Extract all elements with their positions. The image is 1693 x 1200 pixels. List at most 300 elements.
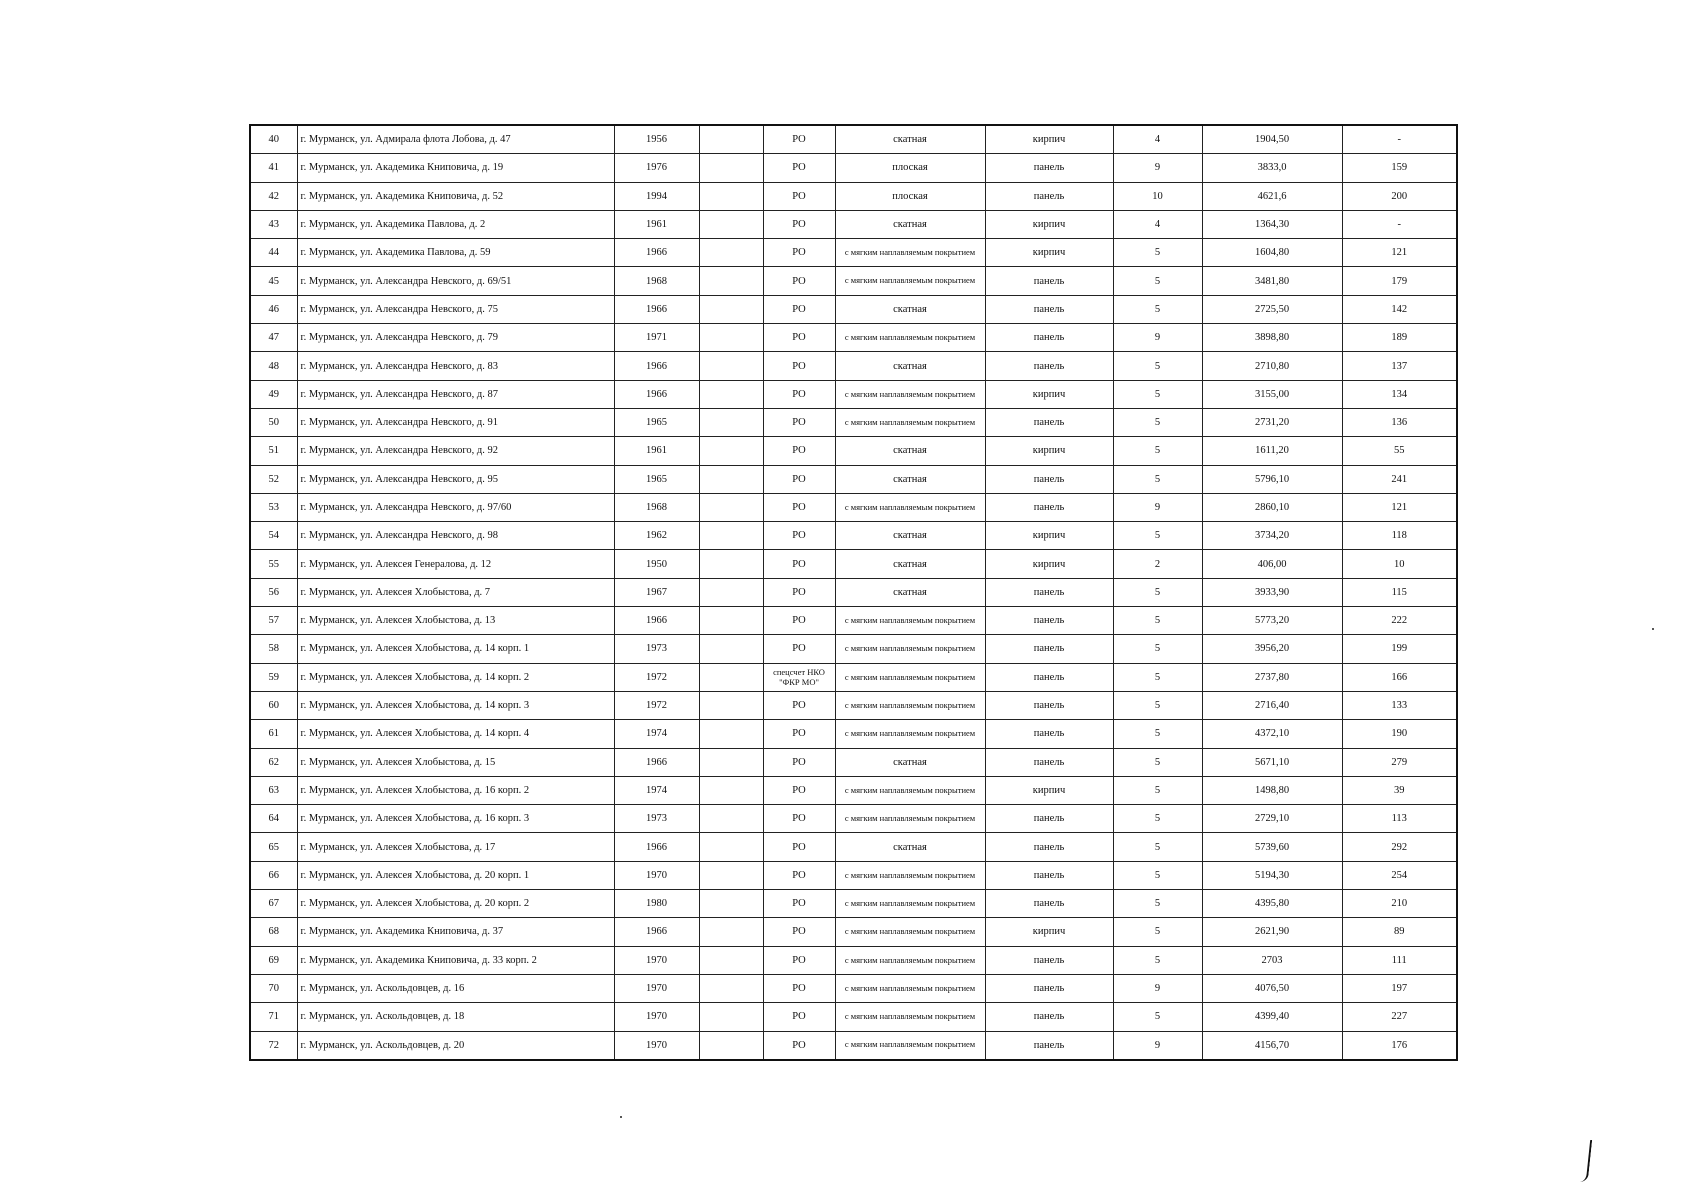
cell-fund-method: РО [763, 493, 835, 521]
cell-roof-type: с мягким наплавляемым покрытием [835, 1003, 985, 1031]
cell-residents: 222 [1342, 607, 1457, 635]
cell-floors: 5 [1113, 437, 1202, 465]
cell-area: 4399,40 [1202, 1003, 1342, 1031]
signature-mark [1578, 1140, 1592, 1182]
cell-address: г. Мурманск, ул. Александра Невского, д. 91 [297, 408, 614, 436]
cell-year-built: 1968 [614, 267, 699, 295]
cell-floors: 5 [1113, 691, 1202, 719]
cell-row-number: 61 [250, 720, 297, 748]
cell-residents: 115 [1342, 578, 1457, 606]
cell-empty [699, 437, 763, 465]
cell-floors: 5 [1113, 918, 1202, 946]
cell-year-built: 1966 [614, 380, 699, 408]
cell-wall-material: кирпич [985, 210, 1113, 238]
table-row [250, 1003, 1457, 1031]
cell-fund-method: РО [763, 833, 835, 861]
cell-wall-material: панель [985, 408, 1113, 436]
cell-empty [699, 1003, 763, 1031]
cell-address: г. Мурманск, ул. Академика Павлова, д. 2 [297, 210, 614, 238]
cell-year-built: 1970 [614, 946, 699, 974]
cell-residents: 136 [1342, 408, 1457, 436]
cell-year-built: 1994 [614, 182, 699, 210]
cell-roof-type: с мягким наплавляемым покрытием [835, 267, 985, 295]
table-row [250, 578, 1457, 606]
cell-year-built: 1968 [614, 493, 699, 521]
cell-row-number: 60 [250, 691, 297, 719]
cell-area: 2860,10 [1202, 493, 1342, 521]
cell-roof-type: плоская [835, 182, 985, 210]
cell-empty [699, 805, 763, 833]
cell-wall-material: панель [985, 1031, 1113, 1060]
cell-residents: 189 [1342, 324, 1457, 352]
cell-year-built: 1971 [614, 324, 699, 352]
cell-floors: 5 [1113, 776, 1202, 804]
cell-fund-method: РО [763, 607, 835, 635]
cell-roof-type: с мягким наплавляемым покрытием [835, 635, 985, 663]
cell-address: г. Мурманск, ул. Академика Книповича, д. 52 [297, 182, 614, 210]
cell-area: 406,00 [1202, 550, 1342, 578]
cell-row-number: 58 [250, 635, 297, 663]
table-row [250, 663, 1457, 691]
cell-area: 2621,90 [1202, 918, 1342, 946]
cell-year-built: 1966 [614, 918, 699, 946]
cell-fund-method: РО [763, 748, 835, 776]
cell-area: 4156,70 [1202, 1031, 1342, 1060]
cell-year-built: 1974 [614, 776, 699, 804]
cell-row-number: 56 [250, 578, 297, 606]
table-row [250, 380, 1457, 408]
cell-residents: 134 [1342, 380, 1457, 408]
scan-speck [620, 1116, 622, 1118]
cell-area: 2703 [1202, 946, 1342, 974]
cell-year-built: 1965 [614, 465, 699, 493]
cell-roof-type: скатная [835, 833, 985, 861]
cell-residents: 254 [1342, 861, 1457, 889]
scan-speck [1652, 628, 1654, 630]
cell-residents: 241 [1342, 465, 1457, 493]
cell-year-built: 1966 [614, 748, 699, 776]
cell-address: г. Мурманск, ул. Алексея Хлобыстова, д. 16 корп. 3 [297, 805, 614, 833]
cell-area: 3734,20 [1202, 522, 1342, 550]
cell-wall-material: панель [985, 154, 1113, 182]
cell-roof-type: с мягким наплавляемым покрытием [835, 493, 985, 521]
cell-fund-method: РО [763, 550, 835, 578]
cell-address: г. Мурманск, ул. Адмирала флота Лобова, д. 47 [297, 125, 614, 154]
table-row [250, 720, 1457, 748]
cell-row-number: 48 [250, 352, 297, 380]
cell-area: 1611,20 [1202, 437, 1342, 465]
cell-empty [699, 267, 763, 295]
cell-year-built: 1980 [614, 890, 699, 918]
cell-residents: - [1342, 125, 1457, 154]
cell-year-built: 1962 [614, 522, 699, 550]
cell-address: г. Мурманск, ул. Александра Невского, д. 79 [297, 324, 614, 352]
cell-row-number: 67 [250, 890, 297, 918]
cell-roof-type: с мягким наплавляемым покрытием [835, 380, 985, 408]
cell-residents: 142 [1342, 295, 1457, 323]
cell-fund-method: РО [763, 154, 835, 182]
cell-address: г. Мурманск, ул. Аскольдовцев, д. 18 [297, 1003, 614, 1031]
cell-empty [699, 635, 763, 663]
cell-row-number: 69 [250, 946, 297, 974]
table-row [250, 946, 1457, 974]
cell-area: 5194,30 [1202, 861, 1342, 889]
cell-row-number: 68 [250, 918, 297, 946]
cell-row-number: 55 [250, 550, 297, 578]
cell-roof-type: скатная [835, 578, 985, 606]
cell-address: г. Мурманск, ул. Аскольдовцев, д. 16 [297, 974, 614, 1002]
cell-fund-method: РО [763, 352, 835, 380]
cell-empty [699, 408, 763, 436]
cell-wall-material: панель [985, 890, 1113, 918]
cell-year-built: 1970 [614, 1003, 699, 1031]
cell-empty [699, 324, 763, 352]
cell-wall-material: панель [985, 267, 1113, 295]
cell-year-built: 1966 [614, 295, 699, 323]
table-row [250, 465, 1457, 493]
cell-address: г. Мурманск, ул. Алексея Хлобыстова, д. 14 корп. 2 [297, 663, 614, 691]
cell-empty [699, 465, 763, 493]
cell-residents: 121 [1342, 239, 1457, 267]
cell-row-number: 44 [250, 239, 297, 267]
cell-area: 3155,00 [1202, 380, 1342, 408]
cell-wall-material: панель [985, 691, 1113, 719]
cell-row-number: 50 [250, 408, 297, 436]
cell-area: 1498,80 [1202, 776, 1342, 804]
cell-year-built: 1966 [614, 607, 699, 635]
cell-roof-type: с мягким наплавляемым покрытием [835, 776, 985, 804]
cell-floors: 5 [1113, 720, 1202, 748]
table-row [250, 776, 1457, 804]
cell-floors: 5 [1113, 267, 1202, 295]
cell-floors: 5 [1113, 635, 1202, 663]
cell-floors: 2 [1113, 550, 1202, 578]
cell-row-number: 51 [250, 437, 297, 465]
table-row [250, 550, 1457, 578]
housing-table [249, 124, 1458, 1061]
cell-empty [699, 720, 763, 748]
cell-area: 1364,30 [1202, 210, 1342, 238]
cell-empty [699, 154, 763, 182]
cell-residents: 89 [1342, 918, 1457, 946]
table-row [250, 239, 1457, 267]
cell-roof-type: скатная [835, 437, 985, 465]
cell-address: г. Мурманск, ул. Александра Невского, д. 92 [297, 437, 614, 465]
cell-residents: - [1342, 210, 1457, 238]
cell-row-number: 65 [250, 833, 297, 861]
cell-roof-type: скатная [835, 465, 985, 493]
cell-empty [699, 691, 763, 719]
table-row [250, 861, 1457, 889]
cell-year-built: 1972 [614, 663, 699, 691]
cell-fund-method: РО [763, 1031, 835, 1060]
cell-row-number: 46 [250, 295, 297, 323]
cell-empty [699, 833, 763, 861]
cell-roof-type: скатная [835, 550, 985, 578]
cell-area: 3898,80 [1202, 324, 1342, 352]
cell-empty [699, 380, 763, 408]
cell-residents: 121 [1342, 493, 1457, 521]
cell-floors: 9 [1113, 324, 1202, 352]
cell-area: 5671,10 [1202, 748, 1342, 776]
cell-address: г. Мурманск, ул. Александра Невского, д. 83 [297, 352, 614, 380]
cell-address: г. Мурманск, ул. Алексея Хлобыстова, д. 14 корп. 1 [297, 635, 614, 663]
cell-address: г. Мурманск, ул. Алексея Хлобыстова, д. 15 [297, 748, 614, 776]
cell-area: 2731,20 [1202, 408, 1342, 436]
cell-empty [699, 182, 763, 210]
cell-floors: 5 [1113, 663, 1202, 691]
cell-fund-method: РО [763, 437, 835, 465]
cell-row-number: 49 [250, 380, 297, 408]
cell-wall-material: панель [985, 578, 1113, 606]
cell-address: г. Мурманск, ул. Алексея Хлобыстова, д. 14 корп. 4 [297, 720, 614, 748]
cell-empty [699, 578, 763, 606]
cell-row-number: 63 [250, 776, 297, 804]
cell-floors: 5 [1113, 833, 1202, 861]
cell-empty [699, 239, 763, 267]
cell-empty [699, 295, 763, 323]
cell-year-built: 1956 [614, 125, 699, 154]
cell-residents: 176 [1342, 1031, 1457, 1060]
cell-wall-material: кирпич [985, 380, 1113, 408]
cell-address: г. Мурманск, ул. Академика Павлова, д. 59 [297, 239, 614, 267]
cell-area: 2725,50 [1202, 295, 1342, 323]
cell-floors: 5 [1113, 239, 1202, 267]
cell-fund-method: РО [763, 324, 835, 352]
cell-roof-type: скатная [835, 522, 985, 550]
cell-wall-material: панель [985, 861, 1113, 889]
cell-row-number: 64 [250, 805, 297, 833]
cell-row-number: 57 [250, 607, 297, 635]
table-row [250, 833, 1457, 861]
cell-year-built: 1970 [614, 861, 699, 889]
cell-year-built: 1974 [614, 720, 699, 748]
cell-wall-material: панель [985, 635, 1113, 663]
cell-year-built: 1972 [614, 691, 699, 719]
cell-residents: 10 [1342, 550, 1457, 578]
cell-roof-type: скатная [835, 210, 985, 238]
cell-year-built: 1966 [614, 352, 699, 380]
cell-empty [699, 918, 763, 946]
cell-fund-method: РО [763, 578, 835, 606]
table-row [250, 918, 1457, 946]
cell-residents: 159 [1342, 154, 1457, 182]
table-row [250, 408, 1457, 436]
cell-wall-material: панель [985, 493, 1113, 521]
cell-roof-type: плоская [835, 154, 985, 182]
cell-row-number: 72 [250, 1031, 297, 1060]
cell-year-built: 1973 [614, 635, 699, 663]
cell-wall-material: панель [985, 607, 1113, 635]
cell-row-number: 47 [250, 324, 297, 352]
cell-year-built: 1961 [614, 210, 699, 238]
cell-wall-material: кирпич [985, 522, 1113, 550]
table-row [250, 691, 1457, 719]
table-row [250, 635, 1457, 663]
cell-fund-method: РО [763, 522, 835, 550]
cell-wall-material: панель [985, 295, 1113, 323]
cell-address: г. Мурманск, ул. Алексея Хлобыстова, д. 14 корп. 3 [297, 691, 614, 719]
cell-area: 2737,80 [1202, 663, 1342, 691]
cell-address: г. Мурманск, ул. Алексея Генералова, д. 12 [297, 550, 614, 578]
table-row [250, 352, 1457, 380]
cell-floors: 4 [1113, 125, 1202, 154]
cell-address: г. Мурманск, ул. Алексея Хлобыстова, д. 16 корп. 2 [297, 776, 614, 804]
cell-area: 4372,10 [1202, 720, 1342, 748]
table-row [250, 295, 1457, 323]
cell-roof-type: скатная [835, 748, 985, 776]
cell-wall-material: кирпич [985, 239, 1113, 267]
cell-roof-type: с мягким наплавляемым покрытием [835, 946, 985, 974]
cell-roof-type: с мягким наплавляемым покрытием [835, 324, 985, 352]
cell-residents: 279 [1342, 748, 1457, 776]
cell-address: г. Мурманск, ул. Александра Невского, д. 87 [297, 380, 614, 408]
cell-year-built: 1970 [614, 974, 699, 1002]
cell-empty [699, 607, 763, 635]
cell-address: г. Мурманск, ул. Академика Книповича, д. 19 [297, 154, 614, 182]
cell-floors: 5 [1113, 465, 1202, 493]
cell-wall-material: панель [985, 352, 1113, 380]
cell-year-built: 1966 [614, 833, 699, 861]
cell-fund-method: РО [763, 720, 835, 748]
cell-area: 3481,80 [1202, 267, 1342, 295]
cell-address: г. Мурманск, ул. Александра Невского, д. 98 [297, 522, 614, 550]
cell-fund-method: РО [763, 380, 835, 408]
cell-empty [699, 352, 763, 380]
cell-wall-material: панель [985, 465, 1113, 493]
cell-row-number: 42 [250, 182, 297, 210]
cell-floors: 5 [1113, 805, 1202, 833]
cell-fund-method: РО [763, 635, 835, 663]
cell-floors: 5 [1113, 408, 1202, 436]
cell-year-built: 1950 [614, 550, 699, 578]
cell-fund-method: РО [763, 465, 835, 493]
cell-fund-method: РО [763, 776, 835, 804]
cell-area: 5739,60 [1202, 833, 1342, 861]
cell-residents: 133 [1342, 691, 1457, 719]
table-row [250, 182, 1457, 210]
cell-roof-type: скатная [835, 125, 985, 154]
cell-area: 3833,0 [1202, 154, 1342, 182]
cell-year-built: 1973 [614, 805, 699, 833]
cell-wall-material: панель [985, 182, 1113, 210]
cell-area: 5773,20 [1202, 607, 1342, 635]
cell-roof-type: с мягким наплавляемым покрытием [835, 890, 985, 918]
cell-area: 2716,40 [1202, 691, 1342, 719]
cell-floors: 5 [1113, 1003, 1202, 1031]
cell-fund-method: РО [763, 267, 835, 295]
cell-roof-type: с мягким наплавляемым покрытием [835, 239, 985, 267]
cell-roof-type: с мягким наплавляемым покрытием [835, 408, 985, 436]
cell-floors: 5 [1113, 295, 1202, 323]
cell-floors: 5 [1113, 607, 1202, 635]
cell-year-built: 1965 [614, 408, 699, 436]
cell-fund-method: РО [763, 946, 835, 974]
table-row [250, 805, 1457, 833]
cell-row-number: 41 [250, 154, 297, 182]
cell-residents: 111 [1342, 946, 1457, 974]
cell-floors: 9 [1113, 974, 1202, 1002]
cell-address: г. Мурманск, ул. Алексея Хлобыстова, д. 7 [297, 578, 614, 606]
table-row [250, 267, 1457, 295]
cell-floors: 10 [1113, 182, 1202, 210]
cell-address: г. Мурманск, ул. Алексея Хлобыстова, д. 20 корп. 1 [297, 861, 614, 889]
cell-floors: 4 [1113, 210, 1202, 238]
cell-empty [699, 522, 763, 550]
cell-empty [699, 776, 763, 804]
cell-fund-method: РО [763, 125, 835, 154]
cell-row-number: 54 [250, 522, 297, 550]
cell-wall-material: панель [985, 663, 1113, 691]
cell-roof-type: с мягким наплавляемым покрытием [835, 1031, 985, 1060]
cell-fund-method: РО [763, 918, 835, 946]
cell-roof-type: с мягким наплавляемым покрытием [835, 861, 985, 889]
cell-wall-material: панель [985, 1003, 1113, 1031]
cell-wall-material: кирпич [985, 125, 1113, 154]
cell-roof-type: скатная [835, 352, 985, 380]
cell-roof-type: с мягким наплавляемым покрытием [835, 805, 985, 833]
cell-floors: 5 [1113, 352, 1202, 380]
cell-fund-method: РО [763, 182, 835, 210]
cell-residents: 197 [1342, 974, 1457, 1002]
cell-floors: 5 [1113, 890, 1202, 918]
cell-address: г. Мурманск, ул. Академика Книповича, д. 33 корп. 2 [297, 946, 614, 974]
cell-empty [699, 890, 763, 918]
cell-fund-method: РО [763, 239, 835, 267]
table-row [250, 522, 1457, 550]
cell-wall-material: панель [985, 805, 1113, 833]
cell-address: г. Мурманск, ул. Алексея Хлобыстова, д. 13 [297, 607, 614, 635]
cell-fund-method: РО [763, 861, 835, 889]
cell-residents: 39 [1342, 776, 1457, 804]
cell-wall-material: панель [985, 833, 1113, 861]
cell-floors: 5 [1113, 380, 1202, 408]
cell-wall-material: кирпич [985, 918, 1113, 946]
cell-roof-type: с мягким наплавляемым покрытием [835, 663, 985, 691]
cell-roof-type: с мягким наплавляемым покрытием [835, 607, 985, 635]
cell-residents: 55 [1342, 437, 1457, 465]
cell-area: 5796,10 [1202, 465, 1342, 493]
cell-wall-material: панель [985, 946, 1113, 974]
cell-address: г. Мурманск, ул. Алексея Хлобыстова, д. 20 корп. 2 [297, 890, 614, 918]
cell-wall-material: панель [985, 748, 1113, 776]
cell-residents: 292 [1342, 833, 1457, 861]
cell-floors: 5 [1113, 522, 1202, 550]
cell-address: г. Мурманск, ул. Алексея Хлобыстова, д. 17 [297, 833, 614, 861]
cell-address: г. Мурманск, ул. Александра Невского, д. 95 [297, 465, 614, 493]
cell-row-number: 71 [250, 1003, 297, 1031]
cell-area: 1604,80 [1202, 239, 1342, 267]
cell-row-number: 45 [250, 267, 297, 295]
cell-empty [699, 493, 763, 521]
cell-address: г. Мурманск, ул. Александра Невского, д. 97/60 [297, 493, 614, 521]
cell-empty [699, 550, 763, 578]
cell-fund-method: РО [763, 691, 835, 719]
cell-area: 2729,10 [1202, 805, 1342, 833]
cell-residents: 166 [1342, 663, 1457, 691]
cell-area: 3956,20 [1202, 635, 1342, 663]
cell-residents: 199 [1342, 635, 1457, 663]
cell-residents: 210 [1342, 890, 1457, 918]
cell-roof-type: с мягким наплавляемым покрытием [835, 691, 985, 719]
cell-roof-type: с мягким наплавляемым покрытием [835, 974, 985, 1002]
cell-residents: 227 [1342, 1003, 1457, 1031]
cell-residents: 113 [1342, 805, 1457, 833]
cell-empty [699, 210, 763, 238]
table-row [250, 607, 1457, 635]
cell-wall-material: кирпич [985, 776, 1113, 804]
cell-residents: 118 [1342, 522, 1457, 550]
